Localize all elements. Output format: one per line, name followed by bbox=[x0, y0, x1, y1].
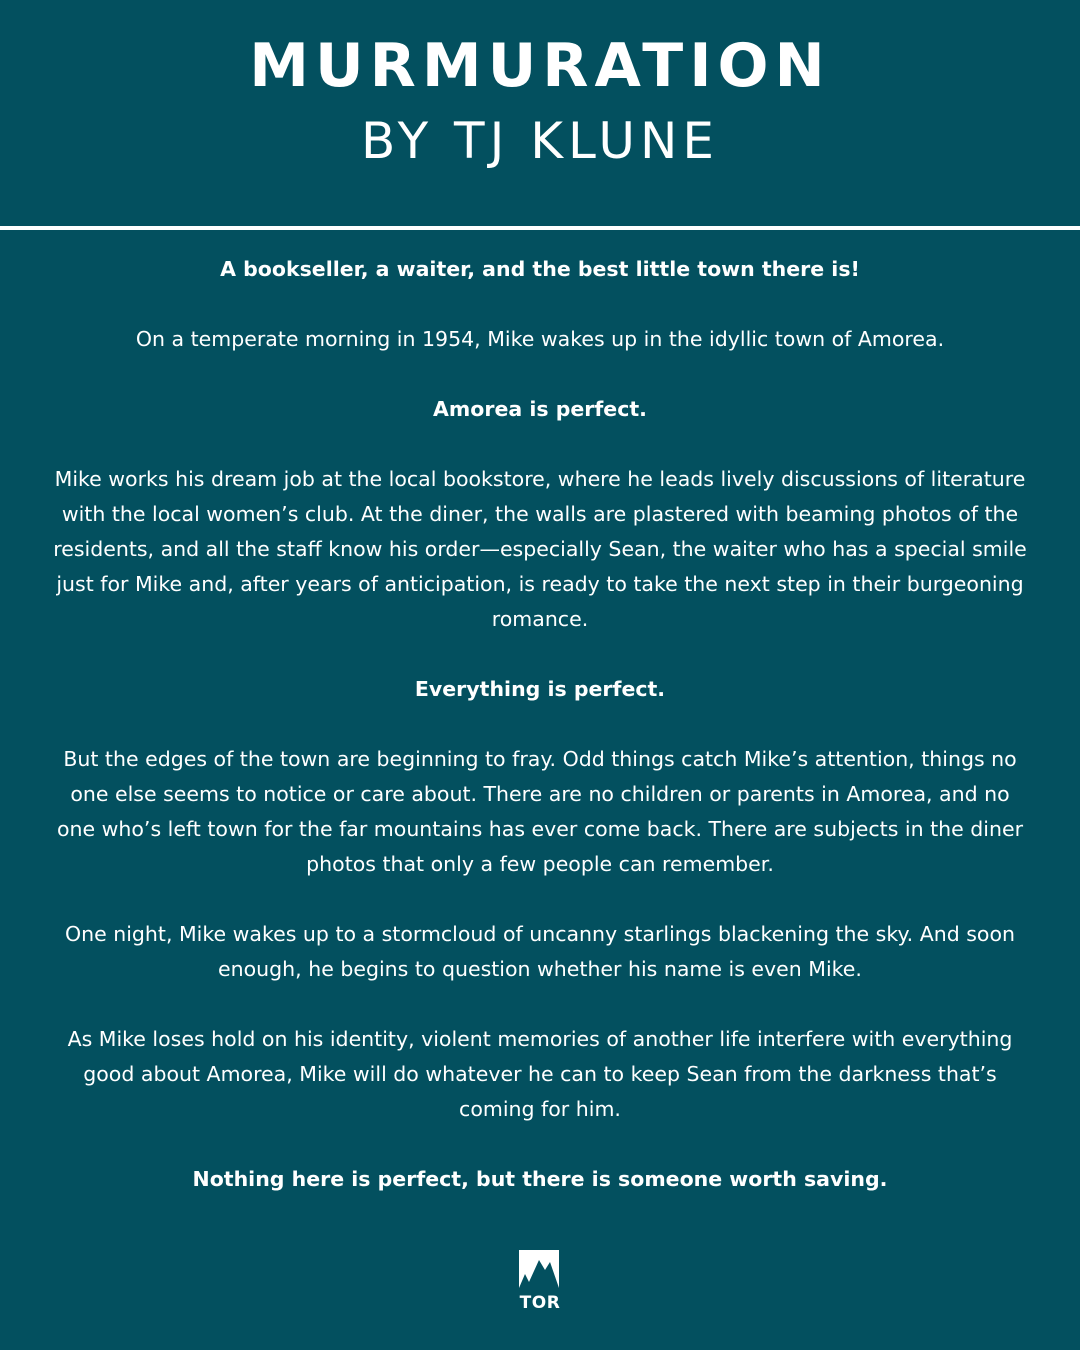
tor-logo bbox=[515, 1248, 565, 1314]
tagline: A bookseller, a waiter, and the best little town there is! bbox=[220, 257, 860, 281]
description-paragraph: But the edges of the town are beginning to fray. Odd things catch Mike’s attention, things no one else seems to notice or care about. There are no children or parents in Amorea, and no one who’s left town for the far mountains has ever come back. There are subjects in the diner photos that only a few people can remember. bbox=[56, 747, 1024, 876]
tor-mountain-logo-icon bbox=[515, 1248, 565, 1292]
closing-line: Nothing here is perfect, but there is someone worth saving. bbox=[192, 1167, 888, 1191]
description-paragraph: As Mike loses hold on his identity, violent memories of another life interfere with everything good about Amorea, Mike will do whatever he can to keep Sean from the darkness that’s coming for him. bbox=[67, 1027, 1013, 1121]
book-author-byline: BY TJ KLUNE bbox=[361, 112, 719, 170]
description-paragraph: One night, Mike wakes up to a stormcloud of uncanny starlings blackening the sky. And soon enough, he begins to question whether his name is even Mike. bbox=[64, 922, 1016, 981]
book-title: MURMURATION bbox=[249, 31, 831, 101]
emphasis-line: Everything is perfect. bbox=[414, 677, 666, 701]
header-divider bbox=[0, 226, 1080, 230]
description-paragraph: Mike works his dream job at the local bookstore, where he leads lively discussions of literature with the local women’s club. At the diner, the walls are plastered with beaming photos of the residents, and all the staff know his order—especially Sean, the waiter who has a special smile just for Mike and, after years of anticipation, is ready to take the next step in their burgeoning romance. bbox=[53, 467, 1027, 631]
book-description bbox=[52, 252, 1028, 1232]
description-paragraph: On a temperate morning in 1954, Mike wakes up in the idyllic town of Amorea. bbox=[135, 327, 945, 351]
emphasis-line: Amorea is perfect. bbox=[433, 397, 647, 421]
publisher-name: TOR bbox=[519, 1293, 561, 1313]
